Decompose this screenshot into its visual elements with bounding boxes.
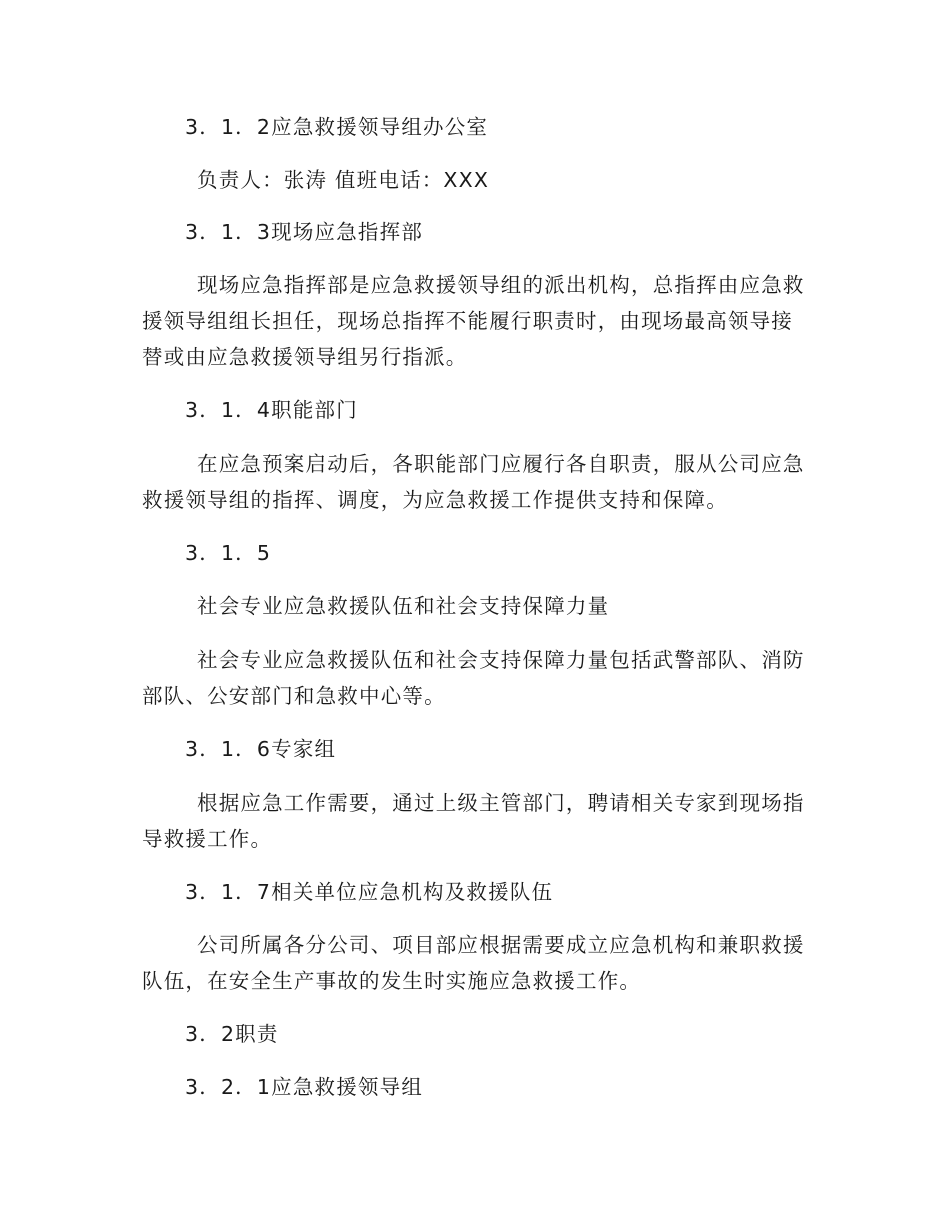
section-heading-3-1-4: 3．1．4职能部门 [185, 398, 358, 422]
paragraph-line: 根据应急工作需要，通过上级主管部门，聘请相关专家到现场指 [197, 791, 805, 815]
paragraph-line: 现场应急指挥部是应急救援领导组的派出机构，总指挥由应急救 [197, 273, 805, 297]
paragraph-line: 负责人：张涛 值班电话：XXX [197, 168, 490, 192]
paragraph-line: 救援领导组的指挥、调度，为应急救援工作提供支持和保障。 [142, 488, 728, 512]
paragraph-line: 导救援工作。 [142, 827, 273, 851]
paragraph-line: 社会专业应急救援队伍和社会支持保障力量包括武警部队、消防 [197, 648, 805, 672]
section-subtitle: 社会专业应急救援队伍和社会支持保障力量 [197, 594, 610, 618]
section-heading-3-2-1: 3．2．1应急救援领导组 [185, 1075, 424, 1099]
paragraph-line: 在应急预案启动后，各职能部门应履行各自职责，服从公司应急 [197, 452, 805, 476]
paragraph-line: 公司所属各分公司、项目部应根据需要成立应急机构和兼职救援 [197, 933, 805, 957]
section-heading-3-1-3: 3．1．3现场应急指挥部 [185, 220, 424, 244]
section-heading-3-1-2: 3．1．2应急救援领导组办公室 [185, 115, 489, 139]
paragraph-line: 替或由应急救援领导组另行指派。 [142, 345, 468, 369]
section-heading-3-2: 3．2职责 [185, 1022, 279, 1046]
paragraph-line: 援领导组组长担任，现场总指挥不能履行职责时，由现场最高领导接 [142, 309, 793, 333]
paragraph-line: 部队、公安部门和急救中心等。 [142, 684, 446, 708]
section-heading-3-1-6: 3．1．6专家组 [185, 737, 337, 761]
section-heading-3-1-7: 3．1．7相关单位应急机构及救援队伍 [185, 880, 554, 904]
section-heading-3-1-5: 3．1．5 [185, 541, 272, 565]
paragraph-line: 队伍，在安全生产事故的发生时实施应急救援工作。 [142, 969, 642, 993]
